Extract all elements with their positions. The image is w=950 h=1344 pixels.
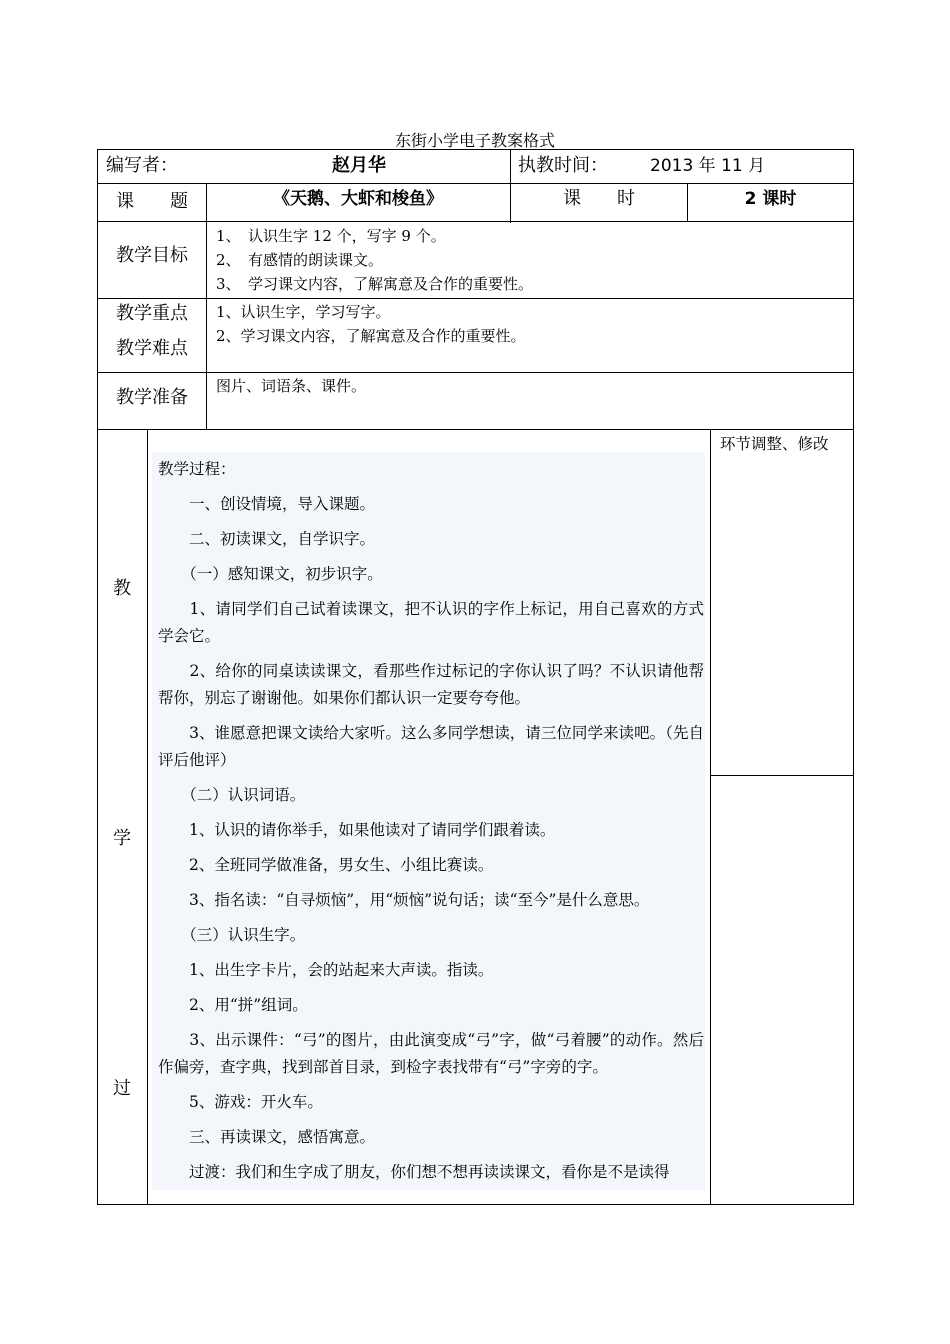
focus-item: 2、学习课文内容，了解寓意及合作的重要性。: [216, 327, 526, 345]
process-paragraph: 过渡：我们和生字成了朋友，你们想不想再读读课文，看你是不是读得: [158, 1163, 670, 1181]
revision-label: 环节调整、修改: [720, 435, 829, 453]
focus-label: 教学重点: [116, 303, 188, 324]
process-paragraph: 3、指名读：“自寻烦恼”，用“烦恼”说句话；读“至今”是什么意思。: [158, 891, 650, 909]
goal-item: 1、 认识生字 12 个，写字 9 个。: [216, 227, 446, 245]
focus-item: 1、认识生字，学习写字。: [216, 303, 391, 321]
process-paragraph: 二、初读课文，自学识字。: [158, 530, 376, 548]
process-content: [158, 456, 704, 1194]
process-paragraph: （二）认识词语。: [158, 786, 306, 804]
teaching-time: 2013 年 11 月: [650, 156, 766, 176]
process-paragraph: 2、给你的同桌读读课文，看那些作过标记的字你认识了吗？不认识请他帮帮你，别忘了谢谢他。如果你们都认识一定要夸夸他。: [158, 662, 704, 707]
topic-label: 课 题: [116, 191, 188, 212]
process-paragraph: 3、出示课件：“弓”的图片，由此演变成“弓”字，做“弓着腰”的动作。然后作偏旁，查字典，找到部首目录，到检字表找带有“弓”字旁的字。: [158, 1031, 704, 1076]
period-label: 课 时: [563, 188, 635, 209]
process-paragraph: 3、谁愿意把课文读给大家听。这么多同学想读，请三位同学来读吧。（先自评后他评）: [158, 724, 704, 769]
prep-label: 教学准备: [116, 387, 188, 408]
process-paragraph: 1、认识的请你举手，如果他读对了请同学们跟着读。: [158, 821, 556, 839]
process-paragraph: 一、创设情境，导入课题。: [158, 495, 376, 513]
author-label: 编写者：: [106, 155, 178, 176]
process-paragraph: 5、游戏：开火车。: [158, 1093, 323, 1111]
focus-list: [216, 300, 526, 348]
process-paragraph: 1、出生字卡片，会的站起来大声读。指读。: [158, 961, 494, 979]
document-title: 东街小学电子教案格式: [394, 131, 555, 150]
goals-label: 教学目标: [116, 245, 188, 266]
process-side-char: 教: [113, 578, 131, 599]
lesson-topic: 《天鹅、大虾和梭鱼》: [273, 189, 443, 209]
time-label: 执教时间：: [518, 155, 608, 176]
process-paragraph: 2、用“拼”组词。: [158, 996, 308, 1014]
prep-text: 图片、词语条、课件。: [216, 377, 367, 395]
goal-item: 3、 学习课文内容，了解寓意及合作的重要性。: [216, 275, 534, 293]
process-paragraph: （一）感知课文，初步识字。: [158, 565, 383, 583]
process-paragraph: （三）认识生字。: [158, 926, 306, 944]
process-side-char: 学: [113, 828, 131, 849]
process-paragraph: 教学过程：: [158, 460, 236, 478]
process-paragraph: 三、再读课文，感悟寓意。: [158, 1128, 376, 1146]
goal-item: 2、 有感情的朗读课文。: [216, 251, 384, 269]
goals-list: [216, 224, 533, 296]
process-paragraph: 2、全班同学做准备，男女生、小组比赛读。: [158, 856, 494, 874]
difficulty-label: 教学难点: [116, 338, 188, 359]
process-paragraph: 1、请同学们自己试着读课文，把不认识的字作上标记，用自己喜欢的方式学会它。: [158, 600, 704, 645]
author-name: 赵月华: [332, 155, 386, 176]
lesson-periods: 2 课时: [744, 189, 797, 209]
process-side-char: 过: [113, 1078, 131, 1099]
